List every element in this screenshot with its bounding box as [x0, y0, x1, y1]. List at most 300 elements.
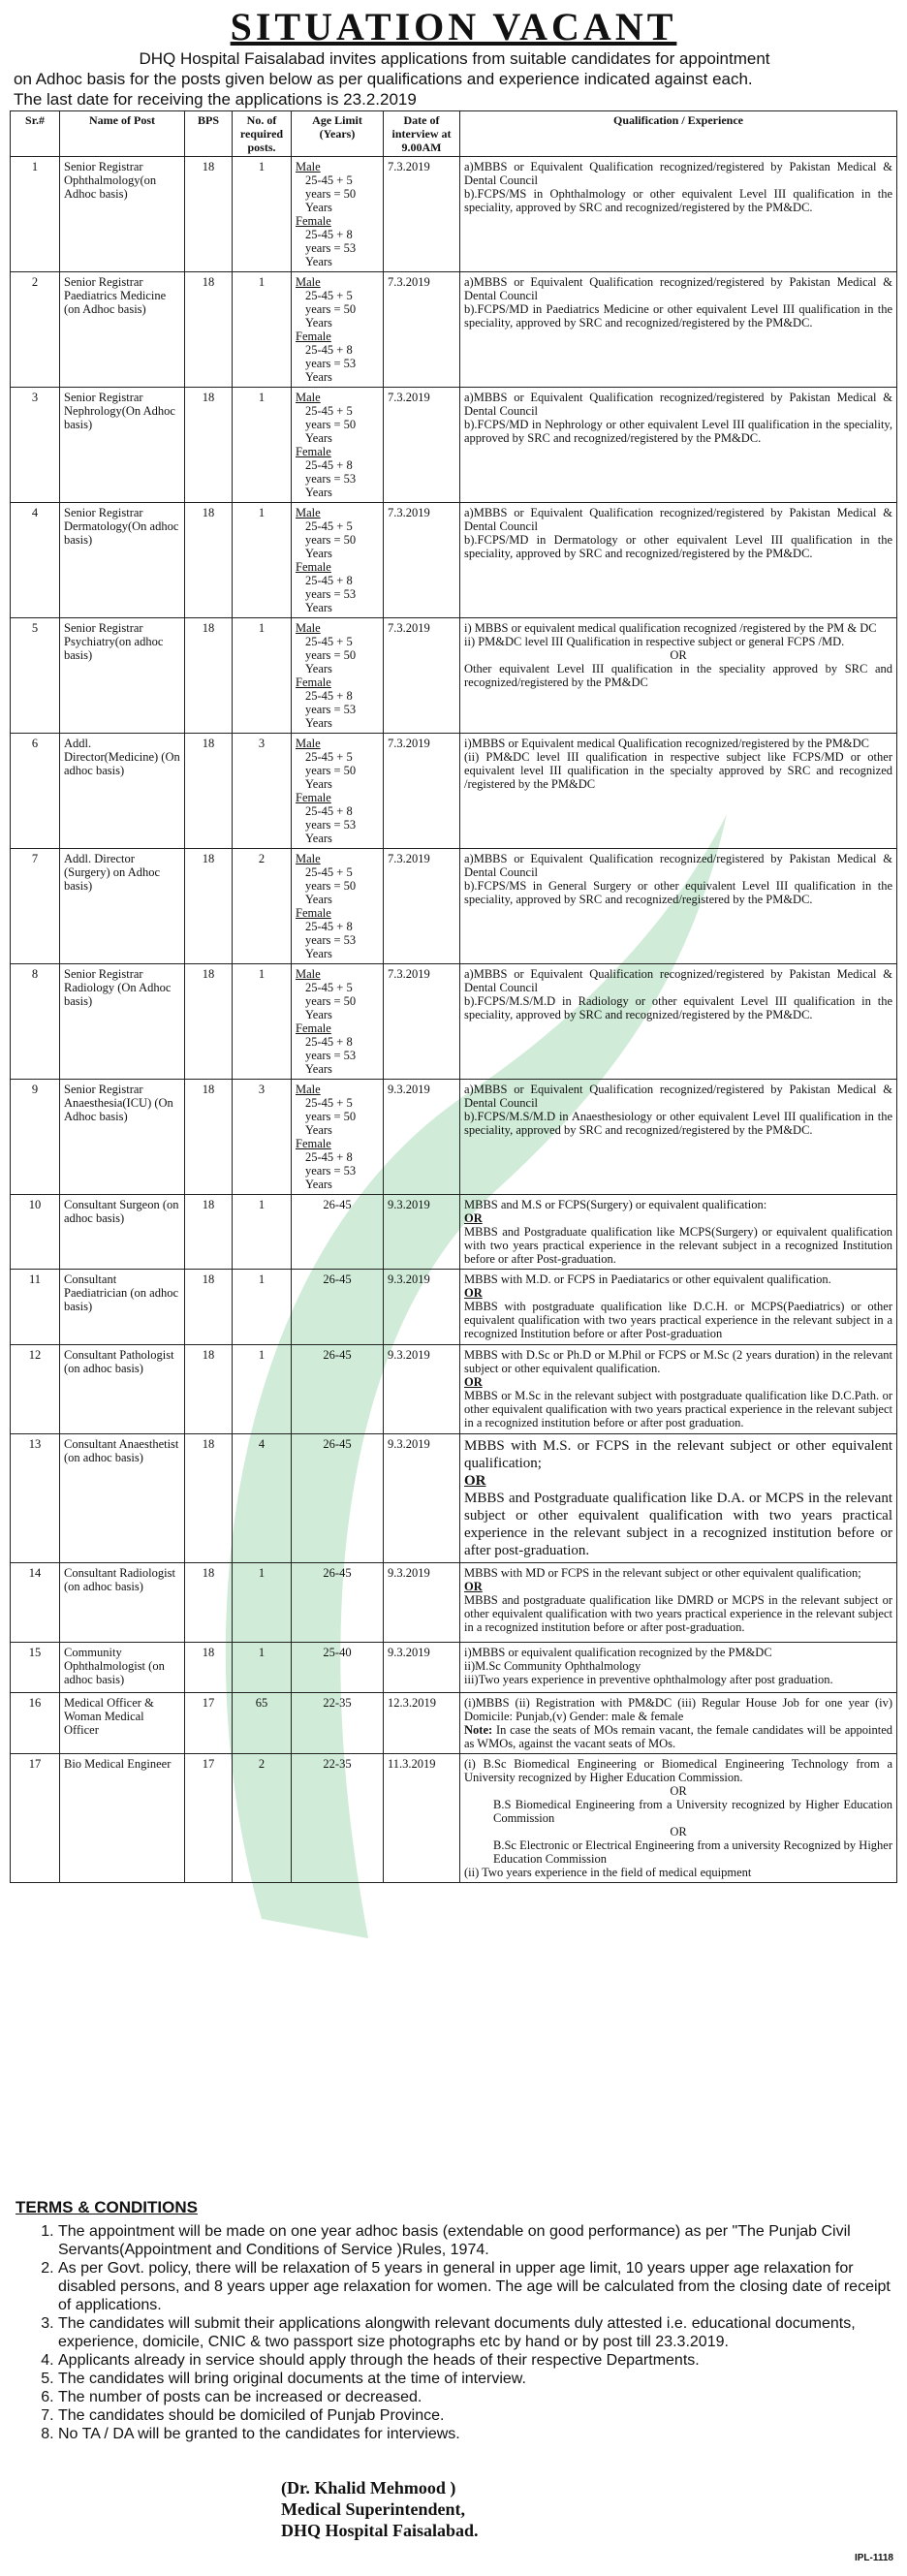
qualification-line: MBBS with M.D. or FCPS in Paediatarics or other equivalent qualification.	[464, 1272, 831, 1286]
cell-bps	[185, 1080, 233, 1195]
cell-sr	[11, 1693, 60, 1754]
signature-office: DHQ Hospital Faisalabad.	[281, 2521, 479, 2540]
age-female-value: 25-45 + 8 years = 53 Years	[305, 1150, 357, 1191]
table-row	[11, 1563, 897, 1643]
qualification-line: MBBS and M.S or FCPS(Surgery) or equivalent qualification:	[464, 1198, 767, 1211]
qualification-line: a)MBBS or Equivalent Qualification recognized/registered by Pakistan Medical & Dental Council	[464, 852, 892, 879]
age-range: 26-45	[323, 1566, 352, 1580]
qualification-line: b).FCPS/M.S/M.D in Radiology or other equivalent Level III qualification in the speciality, approved by SRC and recognized/registered by the PM&DC.	[464, 994, 892, 1021]
posts-count: 1	[258, 275, 266, 289]
age-male-value: 25-45 + 5 years = 50 Years	[305, 289, 357, 330]
posts-count: 65	[255, 1696, 268, 1710]
cell-posts-count	[233, 1563, 292, 1643]
qualification-line: b).FCPS/MS in Ophthalmology or other equivalent Level III qualification in the speciality, approved by SRC and recognized/registered by the PM&DC.	[464, 187, 892, 214]
cell-qualification	[460, 1563, 897, 1643]
cell-posts-count	[233, 1080, 292, 1195]
qualification-line: b).FCPS/MD in Dermatology or other equivalent Level III qualification in the speciality, approved by SRC and recognized/registered by the PM&DC.	[464, 533, 892, 560]
interview-date: 11.3.2019	[388, 1757, 436, 1771]
table-header-row	[11, 111, 897, 157]
sr-number: 11	[28, 1272, 42, 1286]
age-male-value: 25-45 + 5 years = 50 Years	[305, 750, 357, 791]
cell-interview-date	[384, 272, 460, 388]
cell-qualification	[460, 272, 897, 388]
sr-number: 5	[31, 621, 39, 635]
cell-bps	[185, 1345, 233, 1434]
posts-count: 1	[258, 391, 266, 404]
sr-number: 15	[28, 1646, 42, 1659]
posts-table	[10, 110, 897, 1883]
qualification-line: MBBS and Postgraduate qualification like MCPS(Surgery) or equivalent qualification with two years practical experience in the relevant subject in a recognized Institution before or after Post-graduation.	[464, 1225, 892, 1266]
table-row	[11, 964, 897, 1080]
post-name: Senior Registrar Radiology (On Adhoc basis)	[64, 967, 172, 1008]
posts-count: 1	[258, 621, 266, 635]
table-row	[11, 734, 897, 849]
age-male-label: Male	[296, 737, 321, 750]
cell-interview-date	[384, 1434, 460, 1563]
cell-age-limit	[292, 618, 384, 734]
post-name: Senior Registrar Nephrology(On Adhoc basis)	[64, 391, 175, 431]
cell-post-name	[60, 1563, 185, 1643]
qualification-line: a)MBBS or Equivalent Qualification recognized/registered by Pakistan Medical & Dental Council	[464, 1083, 892, 1110]
cell-age-limit	[292, 1754, 384, 1883]
cell-qualification	[460, 1643, 897, 1693]
posts-count: 1	[258, 1348, 266, 1362]
interview-date: 9.3.2019	[388, 1646, 430, 1659]
header-name: Name of Post	[60, 111, 185, 157]
or-separator: OR	[670, 1784, 687, 1798]
cell-posts-count	[233, 1270, 292, 1345]
bps-value: 18	[202, 506, 215, 519]
cell-age-limit	[292, 1345, 384, 1434]
qualification-line: (ii) PM&DC level III qualification in respective subject like FCPS/MD or other equivalent level III qualification in the specialty approved by SRC and recognized /registered by the PM&DC	[464, 750, 892, 791]
or-separator: OR	[670, 648, 687, 662]
table-row	[11, 1270, 897, 1345]
interview-date: 9.3.2019	[388, 1348, 430, 1362]
post-name: Consultant Radiologist (on adhoc basis)	[64, 1566, 175, 1593]
posts-count: 1	[258, 1646, 266, 1659]
cell-age-limit	[292, 388, 384, 503]
cell-bps	[185, 618, 233, 734]
post-name: Community Ophthalmologist (on adhoc basis)	[64, 1646, 165, 1686]
qualification-line: MBBS with MD or FCPS in the relevant subject or other equivalent qualification;	[464, 1566, 861, 1580]
cell-sr	[11, 849, 60, 964]
age-range: 26-45	[323, 1198, 352, 1211]
cell-qualification	[460, 1345, 897, 1434]
cell-sr	[11, 503, 60, 618]
sr-number: 10	[28, 1198, 42, 1211]
interview-date: 9.3.2019	[388, 1437, 430, 1451]
cell-qualification	[460, 503, 897, 618]
cell-interview-date	[384, 503, 460, 618]
qualification-line: (ii) Two years experience in the field of medical equipment	[464, 1866, 752, 1879]
qualification-line: a)MBBS or Equivalent Qualification recognized/registered by Pakistan Medical & Dental Council	[464, 275, 892, 302]
cell-post-name	[60, 1195, 185, 1270]
cell-bps	[185, 272, 233, 388]
qualification-line: MBBS or M.Sc in the relevant subject with postgraduate qualification like D.C.Path. or other equivalent qualification with two years practical experience in the relevant subject in a recognized institution before or after post graduation.	[464, 1389, 892, 1429]
sr-number: 4	[31, 506, 39, 519]
age-female-value: 25-45 + 8 years = 53 Years	[305, 920, 357, 960]
qualification-line: i)MBBS or Equivalent medical Qualification recognized/registered by the PM&DC	[464, 737, 869, 750]
cell-post-name	[60, 1693, 185, 1754]
cell-interview-date	[384, 1754, 460, 1883]
cell-posts-count	[233, 1693, 292, 1754]
age-female-label: Female	[296, 330, 331, 343]
cell-interview-date	[384, 1270, 460, 1345]
qualification-line: MBBS with M.S. or FCPS in the relevant subject or other equivalent qualification;	[464, 1438, 892, 1471]
intro-line-3: The last date for receiving the applications is 23.2.2019	[14, 90, 417, 109]
qualification-line: i)MBBS or equivalent qualification recognized by the PM&DC	[464, 1646, 772, 1659]
sr-number: 9	[31, 1083, 39, 1096]
sr-number: 17	[28, 1757, 42, 1771]
qualification-line: ii) PM&DC level III Qualification in respective subject or general FCPS /MD.	[464, 635, 845, 648]
cell-qualification	[460, 1693, 897, 1754]
age-female-value: 25-45 + 8 years = 53 Years	[305, 689, 357, 730]
posts-count: 1	[258, 967, 266, 981]
cell-age-limit	[292, 734, 384, 849]
qualification-line: a)MBBS or Equivalent Qualification recognized/registered by Pakistan Medical & Dental Council	[464, 391, 892, 418]
cell-posts-count	[233, 157, 292, 272]
qualification-line: b).FCPS/M.S/M.D in Anaesthesiology or other equivalent Level III qualification in the speciality, approved by SRC and recognized/registered by the PM&DC.	[464, 1110, 892, 1137]
age-male-value: 25-45 + 5 years = 50 Years	[305, 173, 357, 214]
cell-qualification	[460, 157, 897, 272]
cell-bps	[185, 1434, 233, 1563]
cell-post-name	[60, 503, 185, 618]
cell-age-limit	[292, 1080, 384, 1195]
cell-sr	[11, 388, 60, 503]
post-name: Consultant Anaesthetist (on adhoc basis)	[64, 1437, 179, 1464]
post-name: Senior Registrar Anaesthesia(ICU) (On Adhoc basis)	[64, 1083, 173, 1123]
post-name: Consultant Surgeon (on adhoc basis)	[64, 1198, 179, 1225]
cell-post-name	[60, 1434, 185, 1563]
signature-name: (Dr. Khalid Mehmood )	[281, 2478, 456, 2497]
table-row	[11, 157, 897, 272]
age-male-label: Male	[296, 967, 321, 981]
interview-date: 7.3.2019	[388, 621, 430, 635]
terms-item: 3. The candidates will submit their applications alongwith relevant documents duly attested i.e. educational documents, experience, domicile, CNIC & two passport size photographs etc by hand or by post till 23.3.2019.	[58, 2314, 893, 2351]
age-male-value: 25-45 + 5 years = 50 Years	[305, 404, 357, 445]
qualification-line: B.S Biomedical Engineering from a University recognized by Higher Education Commission	[493, 1798, 892, 1825]
terms-item: 2. As per Govt. policy, there will be relaxation of 5 years in general in upper age limit, 10 years upper age relaxation for disabled persons, and 8 years upper age relaxation for women. The age will be calculated from the closing date of receipt of applications.	[58, 2259, 893, 2314]
cell-age-limit	[292, 1195, 384, 1270]
age-female-label: Female	[296, 1137, 331, 1150]
table-row	[11, 1693, 897, 1754]
posts-count: 1	[258, 1198, 266, 1211]
interview-date: 9.3.2019	[388, 1272, 430, 1286]
cell-bps	[185, 964, 233, 1080]
bps-value: 18	[202, 1566, 215, 1580]
posts-count: 3	[258, 1083, 266, 1096]
bps-value: 18	[202, 621, 215, 635]
cell-bps	[185, 157, 233, 272]
sr-number: 8	[31, 967, 39, 981]
terms-list	[16, 2222, 893, 2443]
cell-bps	[185, 503, 233, 618]
cell-qualification	[460, 618, 897, 734]
cell-sr	[11, 1270, 60, 1345]
age-male-label: Male	[296, 275, 321, 289]
header-sr: Sr.#	[11, 111, 60, 157]
cell-qualification	[460, 1754, 897, 1883]
cell-sr	[11, 1195, 60, 1270]
posts-count: 2	[258, 852, 266, 865]
cell-interview-date	[384, 734, 460, 849]
age-female-label: Female	[296, 675, 331, 689]
cell-post-name	[60, 734, 185, 849]
age-female-label: Female	[296, 1021, 331, 1035]
terms-section	[16, 2198, 893, 2443]
bps-value: 18	[202, 275, 215, 289]
cell-post-name	[60, 272, 185, 388]
interview-date: 7.3.2019	[388, 737, 430, 750]
post-name: Senior Registrar Ophthalmology(on Adhoc basis)	[64, 160, 157, 201]
age-female-value: 25-45 + 8 years = 53 Years	[305, 458, 357, 499]
age-range: 22-35	[323, 1696, 352, 1710]
cell-bps	[185, 1643, 233, 1693]
age-male-label: Male	[296, 852, 321, 865]
interview-date: 7.3.2019	[388, 160, 430, 173]
interview-date: 9.3.2019	[388, 1083, 430, 1096]
qualification-line: i) MBBS or equivalent medical qualification recognized /registered by the PM & DC	[464, 621, 877, 635]
bps-value: 18	[202, 1083, 215, 1096]
cell-post-name	[60, 1080, 185, 1195]
interview-date: 7.3.2019	[388, 852, 430, 865]
cell-qualification	[460, 1270, 897, 1345]
header-age: Age Limit (Years)	[292, 111, 384, 157]
terms-item: 6. The number of posts can be increased or decreased.	[58, 2388, 893, 2406]
cell-posts-count	[233, 272, 292, 388]
post-name: Addl. Director(Medicine) (On adhoc basis)	[64, 737, 180, 777]
cell-posts-count	[233, 1345, 292, 1434]
bps-value: 18	[202, 1198, 215, 1211]
table-row	[11, 1434, 897, 1563]
qualification-line: b).FCPS/MD in Paediatrics Medicine or other equivalent Level III qualification in the speciality, approved by SRC and recognized/registered by the PM&DC.	[464, 302, 892, 330]
ad-code: IPL-1118	[854, 2553, 893, 2563]
terms-item: 4. Applicants already in service should apply through the heads of their respective Departments.	[58, 2351, 893, 2370]
sr-number: 3	[31, 391, 39, 404]
age-male-label: Male	[296, 160, 321, 173]
posts-count: 1	[258, 1566, 266, 1580]
bps-value: 17	[202, 1757, 215, 1771]
qualification-line: B.Sc Electronic or Electrical Engineering from a university Recognized by Higher Education Commission	[493, 1838, 893, 1866]
interview-date: 7.3.2019	[388, 967, 430, 981]
age-male-label: Male	[296, 391, 321, 404]
post-name: Bio Medical Engineer	[64, 1757, 172, 1771]
cell-bps	[185, 1563, 233, 1643]
posts-count: 4	[258, 1437, 266, 1451]
qualification-line: b).FCPS/MD in Nephrology or other equivalent Level III qualification in the speciality, approved by SRC and recognized/registered by the PM&DC.	[464, 418, 892, 445]
header-bps: BPS	[185, 111, 233, 157]
interview-date: 9.3.2019	[388, 1566, 430, 1580]
cell-interview-date	[384, 964, 460, 1080]
cell-interview-date	[384, 1643, 460, 1693]
age-female-label: Female	[296, 560, 331, 574]
cell-posts-count	[233, 849, 292, 964]
bps-value: 18	[202, 852, 215, 865]
cell-age-limit	[292, 1693, 384, 1754]
sr-number: 14	[28, 1566, 42, 1580]
qualification-line: Other equivalent Level III qualification in the speciality approved by SRC and recognized/registered by the PM&DC	[464, 662, 892, 689]
interview-date: 7.3.2019	[388, 506, 430, 519]
cell-post-name	[60, 157, 185, 272]
cell-sr	[11, 1754, 60, 1883]
cell-interview-date	[384, 1195, 460, 1270]
age-female-value: 25-45 + 8 years = 53 Years	[305, 1035, 357, 1076]
signature-block	[281, 2477, 630, 2541]
cell-bps	[185, 1270, 233, 1345]
cell-sr	[11, 272, 60, 388]
table-row	[11, 503, 897, 618]
or-separator: OR	[464, 1211, 483, 1225]
bps-value: 18	[202, 1437, 215, 1451]
bps-value: 17	[202, 1696, 215, 1710]
signature-designation: Medical Superintendent,	[281, 2499, 466, 2519]
table-row	[11, 618, 897, 734]
cell-qualification	[460, 964, 897, 1080]
table-row	[11, 1080, 897, 1195]
cell-bps	[185, 388, 233, 503]
posts-count: 1	[258, 1272, 266, 1286]
interview-date: 7.3.2019	[388, 391, 430, 404]
cell-post-name	[60, 964, 185, 1080]
cell-bps	[185, 1754, 233, 1883]
cell-sr	[11, 734, 60, 849]
post-name: Consultant Pathologist (on adhoc basis)	[64, 1348, 174, 1375]
cell-interview-date	[384, 849, 460, 964]
or-separator: OR	[464, 1473, 486, 1489]
qualification-line: (i) B.Sc Biomedical Engineering or Biomedical Engineering Technology from a University recognized by Higher Education Commission.	[464, 1757, 892, 1784]
intro-line-2: on Adhoc basis for the posts given below as per qualifications and experience indicated against each.	[14, 70, 753, 88]
cell-sr	[11, 1563, 60, 1643]
cell-interview-date	[384, 1080, 460, 1195]
cell-sr	[11, 1345, 60, 1434]
bps-value: 18	[202, 1348, 215, 1362]
cell-age-limit	[292, 1434, 384, 1563]
cell-post-name	[60, 1345, 185, 1434]
sr-number: 7	[31, 852, 39, 865]
cell-qualification	[460, 1195, 897, 1270]
note-label: Note:	[464, 1723, 493, 1737]
cell-age-limit	[292, 503, 384, 618]
cell-post-name	[60, 849, 185, 964]
sr-number: 12	[28, 1348, 42, 1362]
cell-age-limit	[292, 1563, 384, 1643]
age-male-label: Male	[296, 1083, 321, 1096]
qualification-line: MBBS with D.Sc or Ph.D or M.Phil or FCPS or M.Sc (2 years duration) in the relevant subject or other equivalent qualification.	[464, 1348, 892, 1375]
page-title: SITUATION VACANT	[230, 5, 677, 48]
qualification-line: a)MBBS or Equivalent Qualification recognized/registered by Pakistan Medical & Dental Council	[464, 967, 892, 994]
terms-item: 8. No TA / DA will be granted to the candidates for interviews.	[58, 2425, 893, 2443]
cell-sr	[11, 1080, 60, 1195]
qualification-line: MBBS and postgraduate qualification like DMRD or MCPS in the relevant subject or other equivalent qualification with two years practical experience in the relevant subject in a recognized institution before or after post-graduation.	[464, 1593, 892, 1634]
post-name: Senior Registrar Psychiatry(on adhoc basis)	[64, 621, 164, 662]
header-qual: Qualification / Experience	[460, 111, 897, 157]
bps-value: 18	[202, 160, 215, 173]
posts-count: 1	[258, 506, 266, 519]
cell-bps	[185, 734, 233, 849]
cell-qualification	[460, 734, 897, 849]
sr-number: 1	[31, 160, 39, 173]
cell-posts-count	[233, 1754, 292, 1883]
age-female-label: Female	[296, 445, 331, 458]
age-range: 25-40	[323, 1646, 352, 1659]
age-male-value: 25-45 + 5 years = 50 Years	[305, 519, 357, 560]
bps-value: 18	[202, 967, 215, 981]
cell-bps	[185, 1195, 233, 1270]
qualification-line: (i)MBBS (ii) Registration with PM&DC (iii) Regular House Job for one year (iv) Domicile: Punjab,(v) Gender: male & female	[464, 1696, 892, 1723]
table-row	[11, 849, 897, 964]
sr-number: 13	[28, 1437, 42, 1451]
or-separator: OR	[464, 1580, 483, 1593]
cell-post-name	[60, 618, 185, 734]
post-name: Senior Registrar Dermatology(On adhoc basis)	[64, 506, 179, 547]
terms-item: 5. The candidates will bring original documents at the time of interview.	[58, 2370, 893, 2388]
cell-sr	[11, 1643, 60, 1693]
age-male-label: Male	[296, 506, 321, 519]
cell-interview-date	[384, 618, 460, 734]
cell-age-limit	[292, 1270, 384, 1345]
interview-date: 7.3.2019	[388, 275, 430, 289]
cell-bps	[185, 849, 233, 964]
cell-age-limit	[292, 1643, 384, 1693]
table-row	[11, 388, 897, 503]
table-row	[11, 1643, 897, 1693]
posts-count: 3	[258, 737, 266, 750]
cell-post-name	[60, 1643, 185, 1693]
qualification-line: a)MBBS or Equivalent Qualification recognized/registered by Pakistan Medical & Dental Council	[464, 506, 892, 533]
cell-posts-count	[233, 734, 292, 849]
cell-qualification	[460, 1434, 897, 1563]
age-female-value: 25-45 + 8 years = 53 Years	[305, 804, 357, 845]
cell-qualification	[460, 849, 897, 964]
age-male-value: 25-45 + 5 years = 50 Years	[305, 1096, 357, 1137]
qualification-line: MBBS with postgraduate qualification like D.C.H. or MCPS(Paediatrics) or other equivalent qualification with two years practical experience in the relevant subject in a recognized Institution before or after Post-graduation	[464, 1300, 892, 1340]
terms-item: 1. The appointment will be made on one year adhoc basis (extendable on good performance) as per "The Punjab Civil Servants(Appointment and Conditions of Service )Rules, 1974.	[58, 2222, 893, 2259]
cell-post-name	[60, 388, 185, 503]
sr-number: 2	[31, 275, 39, 289]
table-row	[11, 1754, 897, 1883]
bps-value: 18	[202, 1646, 215, 1659]
bps-value: 18	[202, 737, 215, 750]
intro-line-1: DHQ Hospital Faisalabad invites applications from suitable candidates for appointment	[139, 49, 770, 68]
interview-date: 9.3.2019	[388, 1198, 430, 1211]
age-female-value: 25-45 + 8 years = 53 Years	[305, 343, 357, 384]
cell-interview-date	[384, 1345, 460, 1434]
table-row	[11, 1195, 897, 1270]
table-row	[11, 272, 897, 388]
terms-item: 7. The candidates should be domiciled of Punjab Province.	[58, 2406, 893, 2425]
qualification-line: iii)Two years experience in preventive ophthalmology after post graduation.	[464, 1673, 833, 1686]
cell-bps	[185, 1693, 233, 1754]
age-female-label: Female	[296, 906, 331, 920]
bps-value: 18	[202, 391, 215, 404]
cell-age-limit	[292, 272, 384, 388]
header-no: No. of required posts.	[233, 111, 292, 157]
cell-qualification	[460, 388, 897, 503]
cell-sr	[11, 964, 60, 1080]
age-male-value: 25-45 + 5 years = 50 Years	[305, 981, 357, 1021]
cell-interview-date	[384, 1693, 460, 1754]
age-range: 26-45	[323, 1348, 352, 1362]
qualification-line: MBBS and Postgraduate qualification like D.A. or MCPS in the relevant subject or other equivalent qualification with two years practical experience in the relevant subject in a recognized institution before or after post-graduation.	[464, 1491, 892, 1558]
qualification-line: a)MBBS or Equivalent Qualification recognized/registered by Pakistan Medical & Dental Council	[464, 160, 892, 187]
cell-posts-count	[233, 1643, 292, 1693]
or-separator: OR	[464, 1375, 483, 1389]
intro-text	[14, 48, 895, 110]
cell-posts-count	[233, 1195, 292, 1270]
post-name: Medical Officer & Woman Medical Officer	[64, 1696, 154, 1737]
cell-interview-date	[384, 1563, 460, 1643]
posts-count: 1	[258, 160, 266, 173]
